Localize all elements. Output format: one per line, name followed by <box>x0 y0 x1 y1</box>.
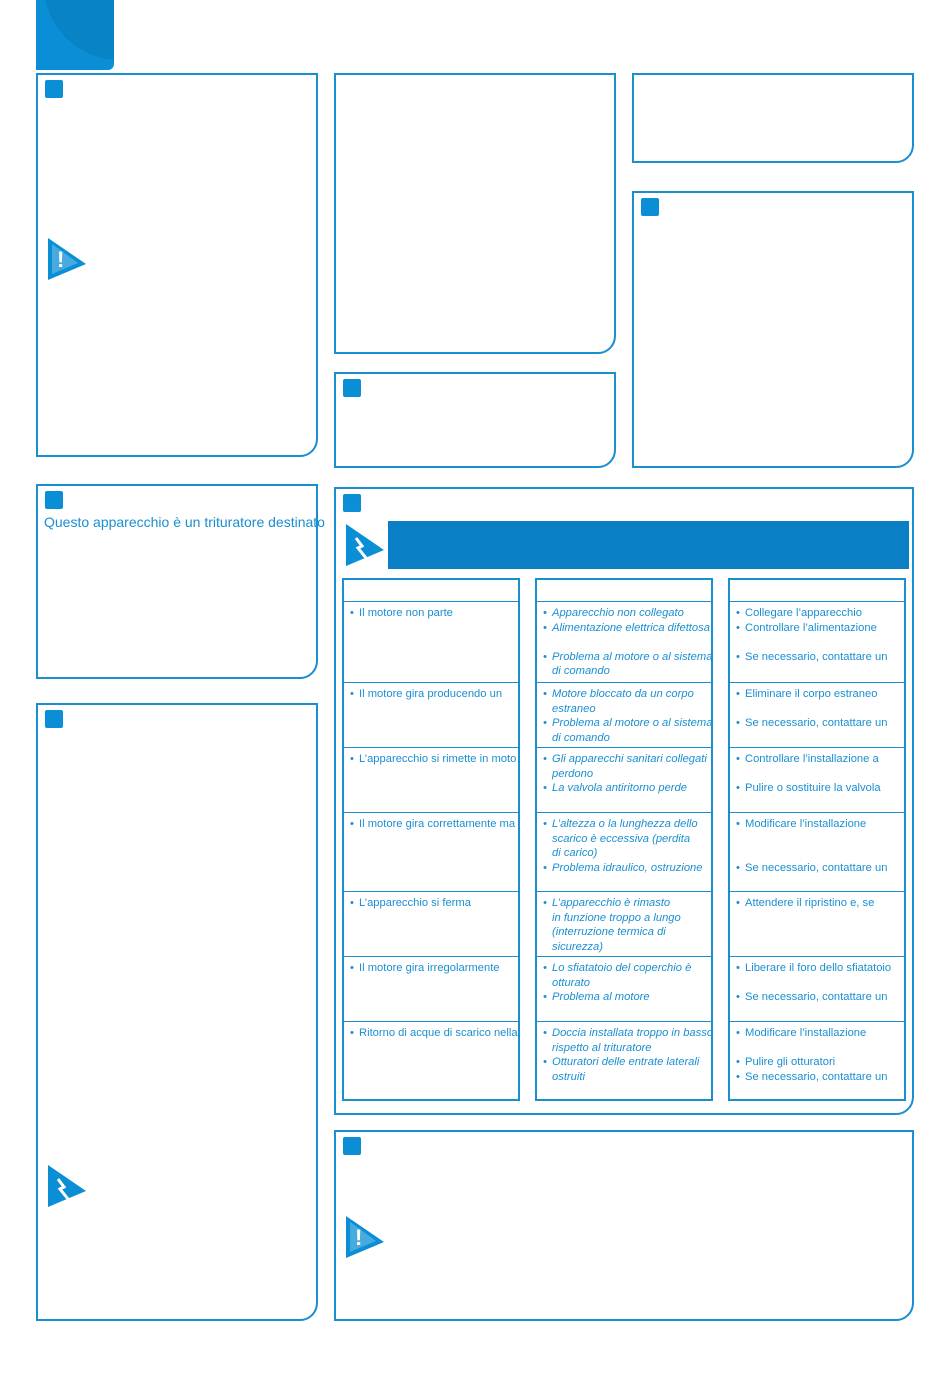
cell-line: estraneo <box>552 702 596 715</box>
intro-text: Questo apparecchio è un trituratore destinato <box>44 514 325 530</box>
cell-line: • L’altezza o la lunghezza dello <box>543 817 707 832</box>
cell-line: • Lo sfiatatoio del coperchio è <box>543 961 707 976</box>
table-cell-remedy <box>730 602 904 682</box>
cell-line: • L’apparecchio è rimasto <box>543 896 707 911</box>
svg-text:!: ! <box>355 1225 363 1250</box>
table-cell-fault <box>344 747 518 812</box>
cell-line: perdono <box>552 767 594 780</box>
cell-line: di comando <box>552 665 610 677</box>
cell-line: • La valvola antiritorno perde <box>543 781 707 796</box>
section-marker <box>45 710 63 728</box>
table-cell-cause <box>537 1021 714 1099</box>
cell-line: • Il motore gira producendo un <box>350 687 514 702</box>
cell-line: • Controllare l’installazione a <box>736 752 900 767</box>
cell-line: • Eliminare il corpo estraneo <box>736 687 900 702</box>
cell-line: • Ritorno di acque di scarico nella <box>350 1026 514 1041</box>
cell-line: • Apparecchio non collegato <box>543 606 707 621</box>
section-marker <box>45 491 63 509</box>
table-cell-remedy <box>730 747 904 812</box>
section-marker <box>641 198 659 216</box>
section-box-left-bottom <box>36 703 318 1321</box>
page-corner-tab <box>36 0 114 70</box>
table-cell-remedy <box>730 812 904 891</box>
troubleshooting-banner <box>388 521 909 569</box>
table-cell-cause <box>537 747 711 812</box>
warning-icon <box>342 1214 388 1260</box>
cell-line: • Se necessario, contattare un <box>736 1070 900 1085</box>
section-marker <box>343 494 361 512</box>
table-cell-cause <box>537 682 711 747</box>
cell-line: (interruzione termica di <box>552 926 666 938</box>
electrical-hazard-icon <box>342 522 388 568</box>
table-cell-cause <box>537 891 711 956</box>
electrical-hazard-icon <box>44 1163 90 1209</box>
cell-line: otturato <box>552 976 590 989</box>
cell-line: • L’apparecchio si rimette in moto <box>350 752 514 767</box>
cell-line: • Problema idraulico, ostruzione <box>543 861 707 876</box>
section-box-bottom <box>334 1130 914 1321</box>
section-box-middle-small <box>334 372 616 468</box>
table-column-cause <box>535 578 713 1101</box>
table-cell-cause <box>537 812 711 891</box>
column-header <box>537 580 711 602</box>
cell-line: • Alimentazione elettrica difettosa <box>543 621 707 636</box>
cell-line: di comando <box>552 731 610 744</box>
cell-line: • L’apparecchio si ferma <box>350 896 514 911</box>
column-header <box>730 580 904 602</box>
cell-line: ostruiti <box>552 1070 585 1083</box>
cell-line: • Pulire o sostituire la valvola <box>736 781 900 796</box>
cell-line: sicurezza) <box>552 940 603 953</box>
table-cell-remedy <box>730 956 904 1021</box>
warning-icon <box>44 236 90 282</box>
section-box-middle-top <box>334 73 616 354</box>
cell-line: • Problema al motore o al sistema <box>543 650 707 665</box>
table-cell-fault <box>344 602 518 682</box>
cell-line: in funzione troppo a lungo <box>552 911 681 924</box>
cell-line: • Se necessario, contattare un <box>736 716 900 731</box>
cell-line: • Collegare l’apparecchio <box>736 606 900 621</box>
table-cell-fault <box>344 812 518 891</box>
table-cell-fault <box>344 956 518 1021</box>
cell-line: di carico) <box>552 847 598 859</box>
table-cell-remedy <box>730 1021 904 1099</box>
cell-line: • Se necessario, contattare un <box>736 650 900 665</box>
cell-line: • Problema al motore o al sistema <box>543 716 707 731</box>
table-cell-remedy <box>730 682 904 747</box>
table-cell-cause <box>537 602 711 682</box>
column-header <box>344 580 518 602</box>
table-cell-fault <box>344 1021 518 1099</box>
table-column-remedy <box>728 578 906 1101</box>
cell-line: • Il motore non parte <box>350 606 514 621</box>
cell-line: • Gli apparecchi sanitari collegati <box>543 752 707 767</box>
cell-line: • Modificare l’installazione <box>736 817 900 832</box>
section-marker <box>343 379 361 397</box>
cell-line: • Motore bloccato da un corpo <box>543 687 707 702</box>
cell-line: • Liberare il foro dello sfiatatoio <box>736 961 900 976</box>
section-marker <box>45 80 63 98</box>
cell-line: rispetto al trituratore <box>552 1041 652 1054</box>
cell-line: • Pulire gli otturatori <box>736 1055 900 1070</box>
section-box-right-top <box>632 73 914 163</box>
cell-line: • Il motore gira irregolarmente <box>350 961 514 976</box>
table-cell-remedy <box>730 891 904 956</box>
table-cell-fault <box>344 682 518 747</box>
svg-text:!: ! <box>57 247 65 272</box>
cell-line: • Doccia installata troppo in basso <box>543 1026 707 1041</box>
cell-line: • Il motore gira correttamente ma <box>350 817 514 832</box>
table-cell-fault <box>344 891 518 956</box>
section-marker <box>343 1137 361 1155</box>
cell-line: • Problema al motore <box>543 990 707 1005</box>
section-box-right <box>632 191 914 468</box>
cell-line: • Se necessario, contattare un <box>736 861 900 876</box>
cell-line: • Otturatori delle entrate laterali <box>543 1055 707 1070</box>
cell-line: • Se necessario, contattare un <box>736 990 900 1005</box>
table-column-fault <box>342 578 520 1101</box>
table-cell-cause <box>537 956 711 1021</box>
cell-line: • Attendere il ripristino e, se <box>736 896 900 911</box>
cell-line: • Controllare l’alimentazione <box>736 621 900 636</box>
cell-line: scarico è eccessiva (perdita <box>552 832 691 845</box>
cell-line: • Modificare l’installazione <box>736 1026 900 1041</box>
